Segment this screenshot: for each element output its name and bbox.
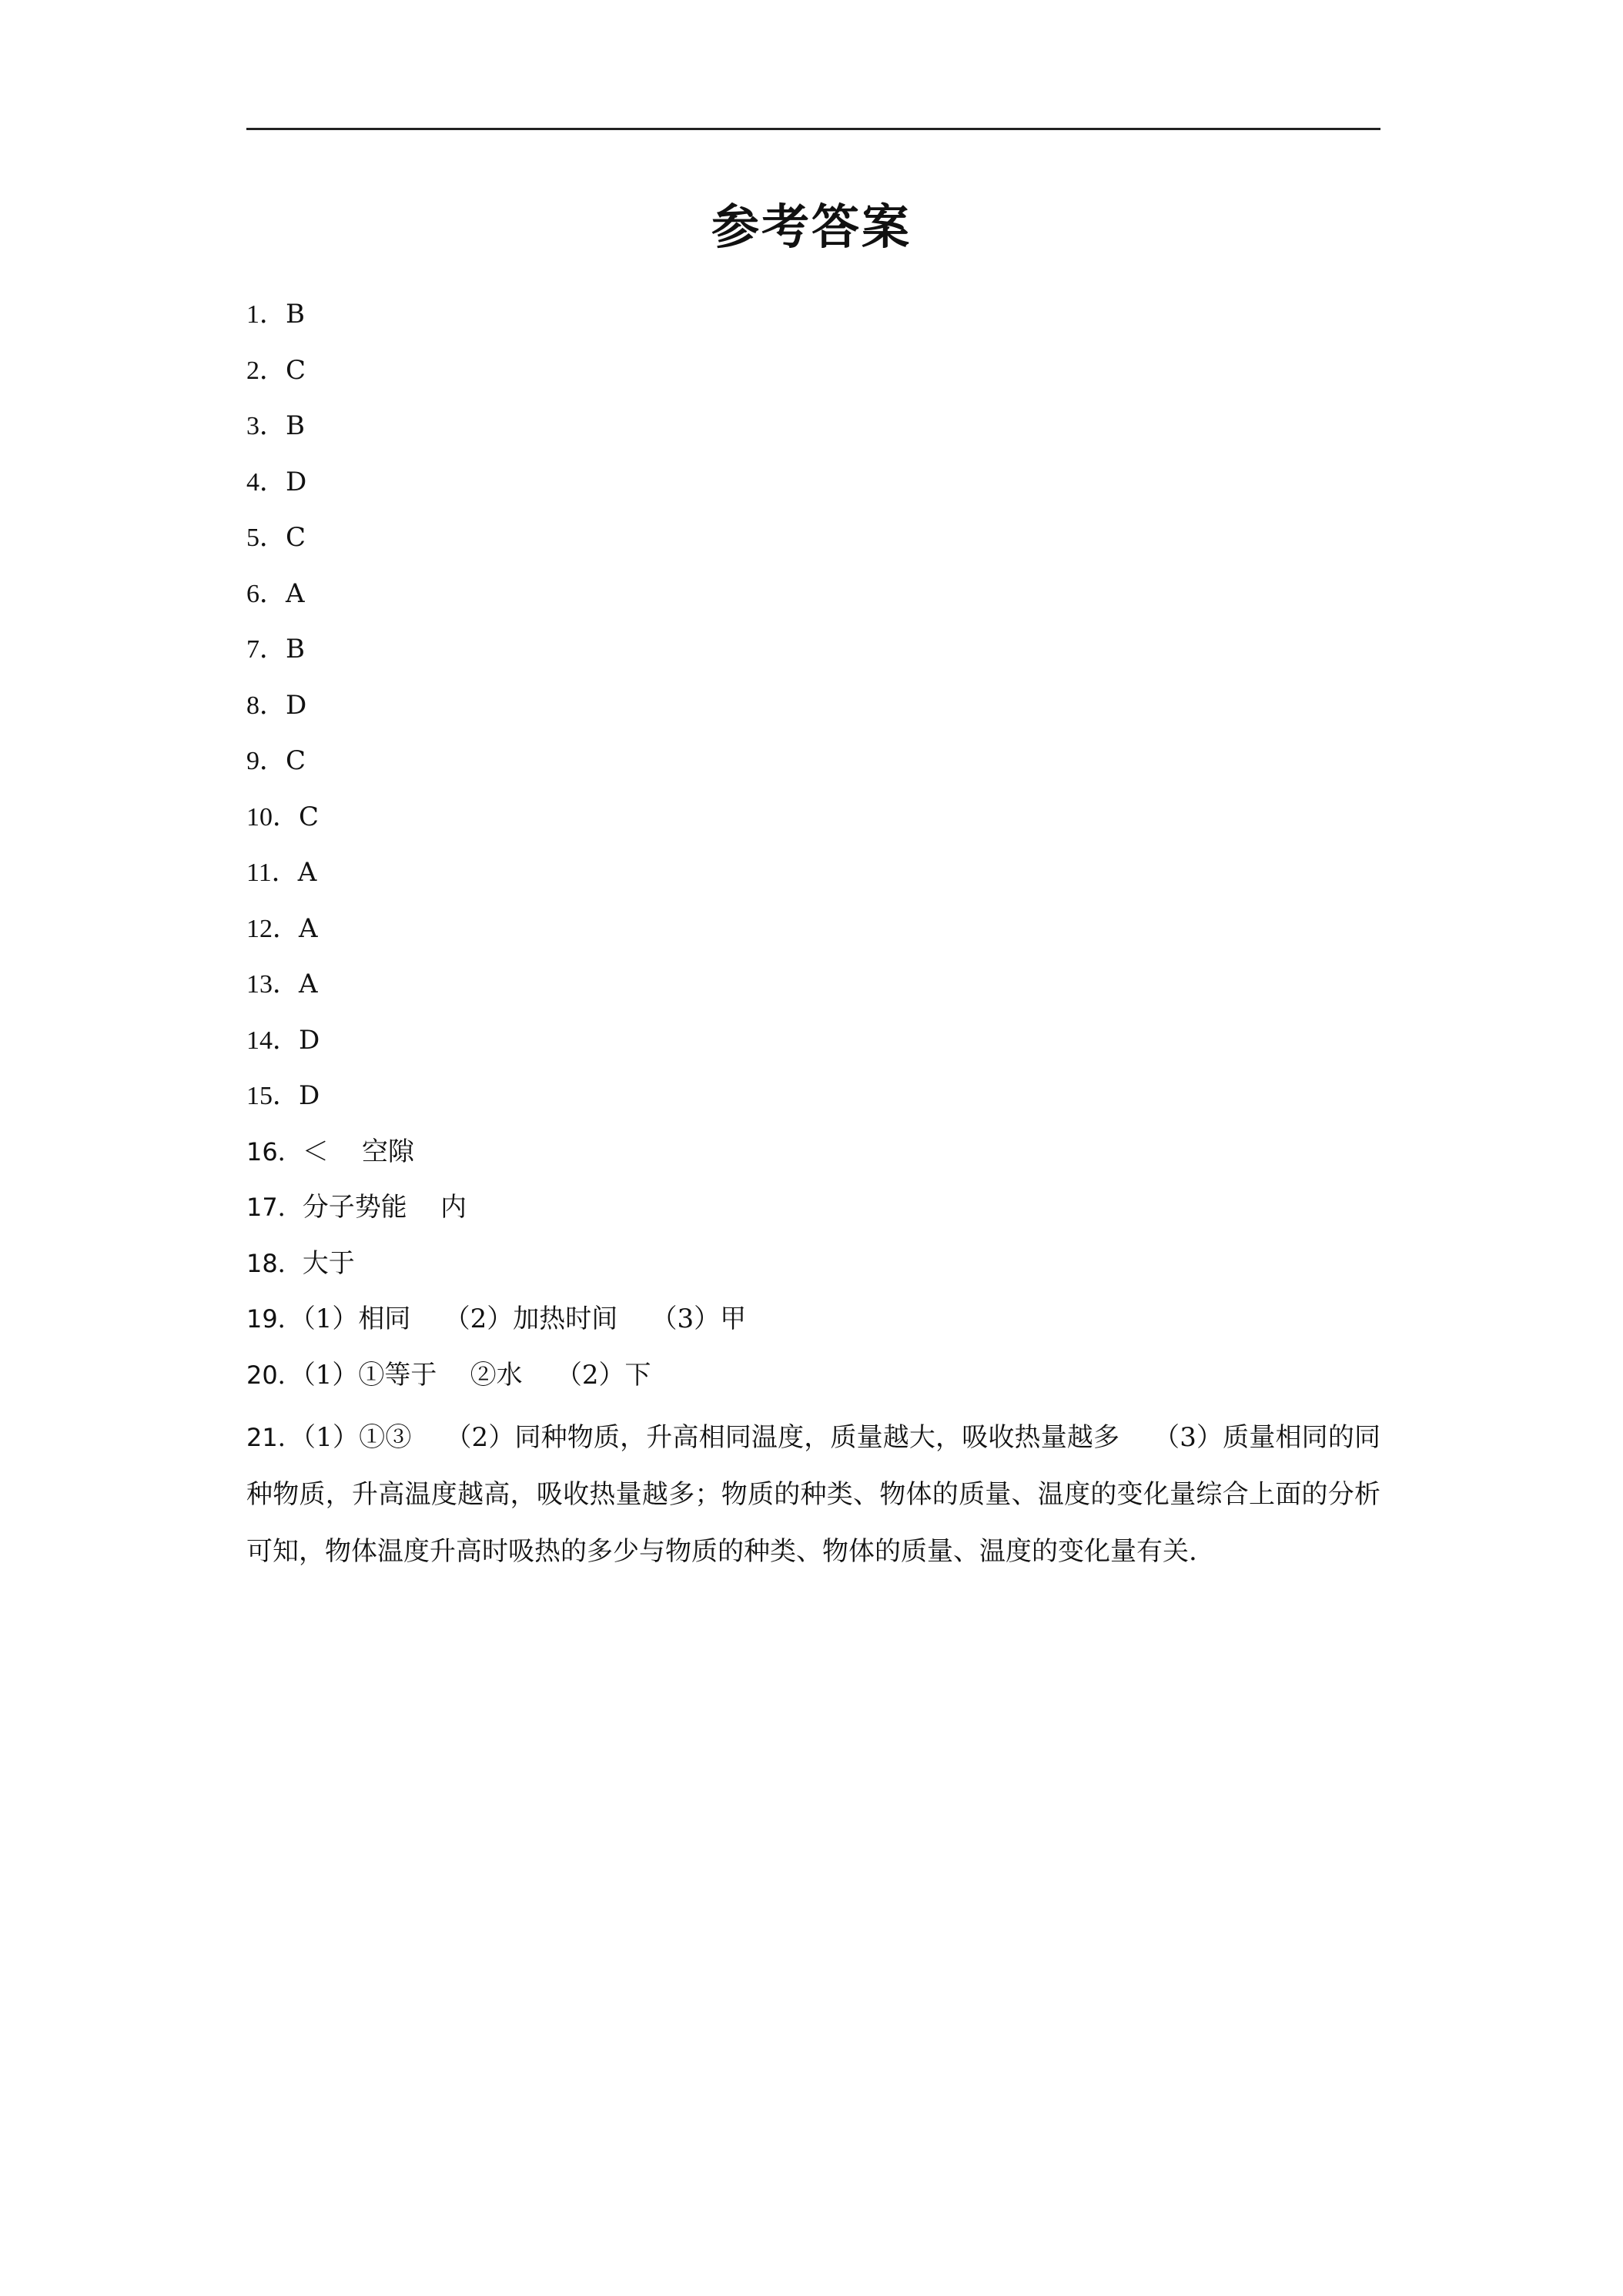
answer-text: A	[286, 577, 305, 609]
answer-number: 15．	[246, 1082, 299, 1110]
answer-text: C	[286, 745, 306, 776]
answer-number: 20．	[246, 1360, 303, 1390]
answer-item	[246, 684, 1380, 740]
answer-item	[246, 460, 1380, 517]
answer-number: 16．	[246, 1136, 303, 1166]
answer-text: C	[286, 354, 306, 386]
answer-item	[246, 293, 1380, 349]
answer-text: （1）①③ （2）同种物质，升高相同温度，质量越大，吸收热量越多 （3）质量相同的同种物质，升高温度越高，吸收热量越多；物质的种类、物体的质量、温度的变化量综合上面的分析可知，物体温度升高时吸热的多少与物质的种类、物体的质量、温度的变化量有关.	[246, 1422, 1380, 1567]
answer-text: C	[286, 522, 306, 553]
answer-number: 18．	[246, 1248, 303, 1278]
answer-text: B	[286, 299, 305, 330]
answer-item	[246, 1297, 1380, 1354]
answer-text: 大于	[302, 1247, 355, 1279]
answer-item	[246, 404, 1380, 460]
answer-item	[246, 962, 1380, 1019]
answer-text: D	[286, 689, 307, 721]
answer-item	[246, 739, 1380, 795]
answer-number: 12．	[246, 914, 299, 943]
answer-number: 5．	[246, 524, 286, 552]
answer-text: ＜ 空隙	[302, 1136, 414, 1167]
answer-item	[246, 795, 1380, 852]
answer-number: 7．	[246, 635, 286, 664]
page-title: 参考答案	[711, 199, 912, 255]
answer-item	[246, 572, 1380, 628]
header-rule	[246, 128, 1380, 130]
answer-number: 9．	[246, 747, 286, 775]
answer-number: 2．	[246, 356, 286, 385]
answer-number: 14．	[246, 1026, 299, 1055]
answer-text: B	[286, 634, 305, 664]
answer-text: 分子势能 内	[302, 1192, 467, 1223]
answer-text: A	[299, 912, 318, 944]
answer-item	[246, 1019, 1380, 1075]
answer-text: D	[299, 1024, 320, 1056]
answer-item	[246, 349, 1380, 405]
answer-item	[246, 1186, 1380, 1242]
answer-number: 4．	[246, 467, 286, 497]
answer-number: 13．	[246, 970, 299, 999]
answer-text: A	[297, 857, 317, 888]
answer-number: 10．	[246, 802, 299, 832]
answer-text: C	[299, 801, 320, 832]
answer-item	[246, 516, 1380, 572]
answer-number: 21．	[246, 1423, 303, 1452]
answer-number: 17．	[246, 1193, 303, 1222]
answer-item	[246, 1074, 1380, 1130]
answer-item	[246, 628, 1380, 684]
answer-item	[246, 907, 1380, 963]
answer-number: 8．	[246, 691, 286, 720]
answer-text: （1）相同 （2）加热时间 （3）甲	[302, 1304, 747, 1334]
answer-number: 19．	[246, 1304, 303, 1334]
answer-number: 1．	[246, 300, 286, 329]
answer-item	[246, 1242, 1380, 1298]
answer-text: （1）①等于 ②水 （2）下	[302, 1359, 651, 1391]
answer-item	[246, 1130, 1380, 1186]
answer-item	[246, 1409, 1380, 1580]
answer-text: A	[299, 969, 318, 999]
answer-item	[246, 851, 1380, 907]
answer-item	[246, 1354, 1380, 1410]
answer-text: D	[286, 466, 307, 497]
answer-number: 11．	[246, 858, 298, 887]
answer-text: B	[286, 410, 305, 441]
answer-number: 3．	[246, 412, 286, 440]
answer-number: 6．	[246, 579, 286, 608]
answer-text: D	[299, 1080, 320, 1111]
answer-list	[246, 293, 1380, 1580]
